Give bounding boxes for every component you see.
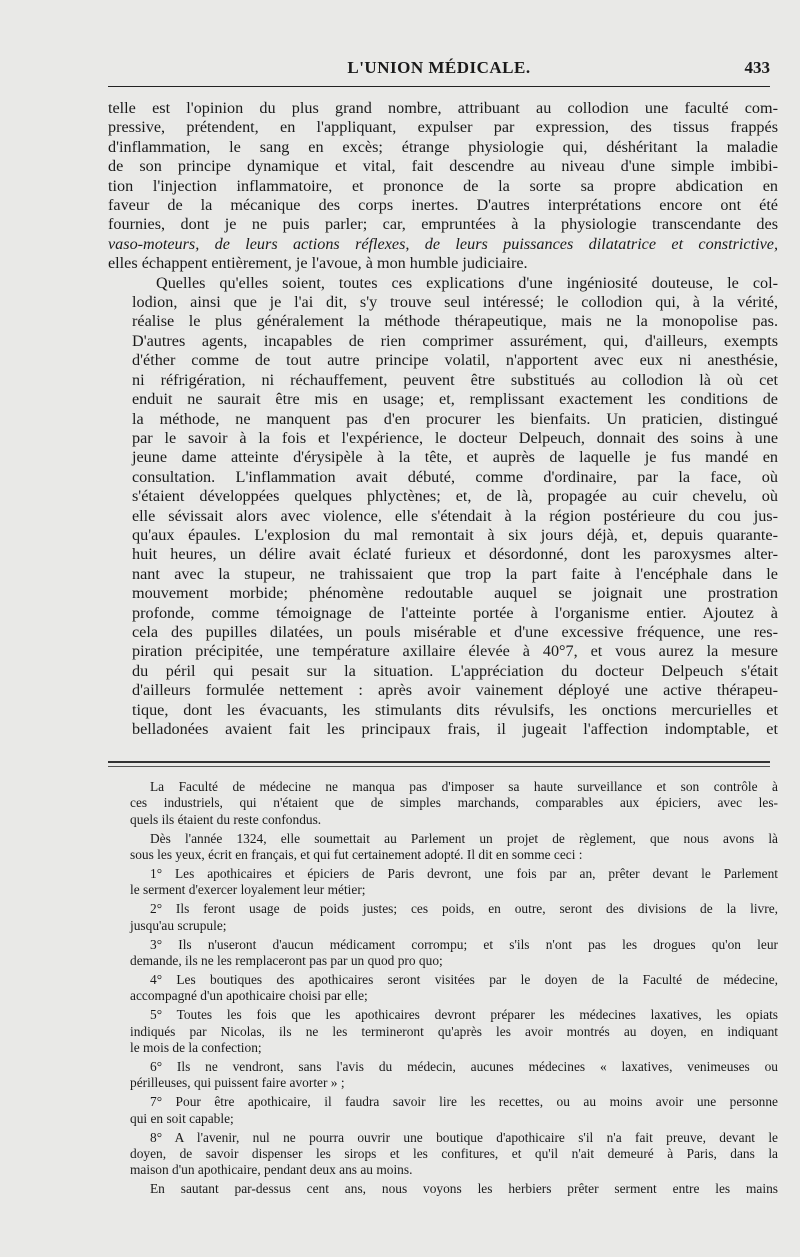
footnote-paragraph xyxy=(110,831,778,864)
footnote-paragraph xyxy=(110,1094,778,1127)
text-line: nant avec la stupeur, ne trahissaient que trop la part faite à l'encéphale dans le xyxy=(132,564,778,583)
text-line: fournies, dont je ne puis parler; car, empruntées à la physiologie transcendante des xyxy=(108,215,778,234)
text-line: s'étaient développées quelques phlyctènes; et, de là, propagée au cuir chevelu, où xyxy=(132,487,778,506)
text-line: vaso-moteurs, de leurs actions réflexes, de leurs puissances dilatatrice et constrictive, xyxy=(108,234,778,253)
text-line: qui en soit capable; xyxy=(130,1110,234,1126)
text-line: pressive, prétendent, en l'appliquant, expulser par expression, des tissus frappés xyxy=(108,118,778,137)
text-line: maison d'un apothicaire, pendant deux ans au moins. xyxy=(130,1162,413,1178)
text-line: cela des pupilles dilatées, un pouls misérable et d'une excessive fréquence, une res- xyxy=(132,622,778,641)
text-line: huit heures, un délire avait éclaté furieux et désordonné, dont les paroxysmes alter- xyxy=(132,545,778,564)
text-line: mouvement morbide; phénomène redoutable auquel se joignait une prostration xyxy=(132,584,778,603)
text-line: 8° A l'avenir, nul ne pourra ouvrir une boutique d'apothicaire s'il n'a fait preuve, devant le xyxy=(150,1129,778,1145)
footnote-paragraph xyxy=(110,1181,778,1197)
footnote-paragraph xyxy=(110,901,778,934)
text-line: piration précipitée, une température axillaire élevée à 40°7, et vous aurez la mesure xyxy=(132,642,778,661)
text-line: D'autres agents, incapables de rien comprimer assurément, qui, d'ailleurs, exempts xyxy=(132,331,778,350)
footnote-paragraph xyxy=(110,1130,778,1179)
text-line: doyen, de savoir dispenser les sirops et les confitures, et qu'il n'ait demeuré à Paris, dans la xyxy=(130,1146,778,1162)
text-line: La Faculté de médecine ne manqua pas d'imposer sa haute surveillance et son contrôle à xyxy=(150,779,778,794)
text-line: de son principe dynamique et vital, fait descendre au niveau d'une simple imbibi- xyxy=(108,157,778,176)
text-line: elles échappent entièrement, je l'avoue, à mon humble judiciaire. xyxy=(108,254,528,273)
text-line: faveur de la mécanique des corps inertes. D'autres interprétations encore ont été xyxy=(108,196,778,215)
text-line: consultation. L'inflammation avait débuté, comme d'ordinaire, par la face, où xyxy=(132,467,778,486)
text-line: enduit ne saurait être mis en usage; et, remplissant exactement les conditions de xyxy=(132,390,778,409)
footnote-paragraph xyxy=(110,866,778,899)
text-line: d'ailleurs formulée nettement : après avoir vainement déployé une active thérapeu- xyxy=(132,681,778,700)
main-text xyxy=(108,99,778,739)
text-line: indiqués par Nicolas, ils ne les termineront qu'après les avoir montrés au doyen, en indiquant xyxy=(130,1023,778,1039)
text-line: quels ils étaient du reste confondus. xyxy=(130,811,322,827)
text-line: la méthode, ne manquent pas d'en procurer les bienfaits. Un praticien, distingué xyxy=(132,409,778,428)
text-line: périlleuses, qui puissent faire avorter » ; xyxy=(130,1075,345,1091)
text-line: ni réfrigération, ni réchauffement, peuvent être substitués au collodion là où cet xyxy=(132,370,778,389)
footnote-separator-thin xyxy=(108,766,770,767)
text-line: 3° Ils n'useront d'aucun médicament corrompu; et s'ils n'ont pas les drogues qu'on leur xyxy=(150,936,778,952)
footnote-paragraph xyxy=(110,779,778,828)
text-line: jusqu'au scrupule; xyxy=(130,917,227,933)
text-line: telle est l'opinion du plus grand nombre, attribuant au collodion une faculté com- xyxy=(108,99,778,117)
text-line: 6° Ils ne vendront, sans l'avis du médecin, aucunes médecines « laxatives, venimeuses ou xyxy=(150,1059,778,1074)
text-line: le serment d'exercer loyalement leur métier; xyxy=(130,882,366,898)
text-line: elle sévissait alors avec violence, elle s'étendait à la région postérieure du cou jus- xyxy=(132,506,778,525)
text-line: 5° Toutes les fois que les apothicaires devront préparer les médecines laxatives, les opiats xyxy=(150,1007,778,1023)
text-line: par le savoir à la fois et l'expérience, le docteur Delpeuch, donnait des soins à une xyxy=(132,428,778,447)
text-line: 7° Pour être apothicaire, il faudra savoir lire les recettes, ou au moins avoir une personne xyxy=(150,1094,778,1110)
text-line: d'inflammation, le sang en excès; étrange physiologie qui, déshéritant la maladie xyxy=(108,137,778,156)
text-line: 2° Ils feront usage de poids justes; ces poids, en outre, seront des divisions de la livre, xyxy=(150,901,778,917)
text-line: du péril qui pesait sur la situation. L'appréciation du docteur Delpeuch s'était xyxy=(132,661,778,680)
text-line: belladonées avaient fait les principaux frais, il jugeait l'affection indomptable, et xyxy=(132,720,778,738)
running-head xyxy=(108,58,770,84)
text-line: sous les yeux, écrit en français, et qui fut certainement adopté. Il dit en somme ceci : xyxy=(130,847,583,863)
text-line: accompagné d'un apothicaire choisi par elle; xyxy=(130,988,368,1004)
footnote-paragraph xyxy=(110,1007,778,1056)
text-line: ces industriels, qui n'étaient que de simples marchands, comparables aux épiciers, avec les- xyxy=(130,795,778,811)
text-line: 1° Les apothicaires et épiciers de Paris devront, une fois par an, prêter devant le Parlement xyxy=(150,866,778,882)
text-line: tion l'injection inflammatoire, et prononce de la sorte sa propre abdication en xyxy=(108,176,778,195)
footnote-paragraph xyxy=(110,1059,778,1092)
page-number: 433 xyxy=(744,58,770,77)
text-line: qu'aux épaules. L'explosion du mal remontait à six jours déjà, et, depuis quarante- xyxy=(132,525,778,544)
footnote-paragraph xyxy=(110,937,778,970)
text-line: jeune dame atteinte d'érysipèle à la tête, et auprès de laquelle je fus mandé en xyxy=(132,448,778,467)
text-line: En sautant par-dessus cent ans, nous voyons les herbiers prêter serment entre les mains xyxy=(150,1181,778,1197)
text-line: profonde, comme témoignage de l'atteinte portée à l'organisme entier. Ajoutez à xyxy=(132,603,778,622)
text-line: demande, ils ne les remplaceront pas par un quod pro quo; xyxy=(130,953,443,969)
body-paragraph xyxy=(108,99,778,274)
text-line: lodion, ainsi que je l'ai dit, s'y trouve seul intéressé; le collodion qui, à la vérité, xyxy=(132,293,778,312)
text-line: Dès l'année 1324, elle soumettait au Parlement un projet de règlement, que nous avons là xyxy=(150,830,778,846)
text-line: d'éther comme de tout autre principe volatil, n'apportent avec eux ni anesthésie, xyxy=(132,351,778,370)
journal-title: L'UNION MÉDICALE. xyxy=(347,58,531,77)
text-line: 4° Les boutiques des apothicaires seront visitées par le doyen de la Faculté de médecine, xyxy=(150,971,778,987)
text-line: tique, dont les évacuants, les stimulants dits révulsifs, les onctions mercurielles et xyxy=(132,700,778,719)
header-rule xyxy=(108,86,770,87)
footnotes xyxy=(110,779,778,1200)
footnote-separator xyxy=(108,761,770,763)
body-paragraph xyxy=(108,274,778,740)
text-line: réalise le plus généralement la méthode thérapeutique, mais ne la monopolise pas. xyxy=(132,312,778,331)
text-line: Quelles qu'elles soient, toutes ces explications d'une ingéniosité douteuse, le col- xyxy=(156,273,778,292)
text-line: le mois de la confection; xyxy=(130,1040,262,1056)
footnote-paragraph xyxy=(110,972,778,1005)
